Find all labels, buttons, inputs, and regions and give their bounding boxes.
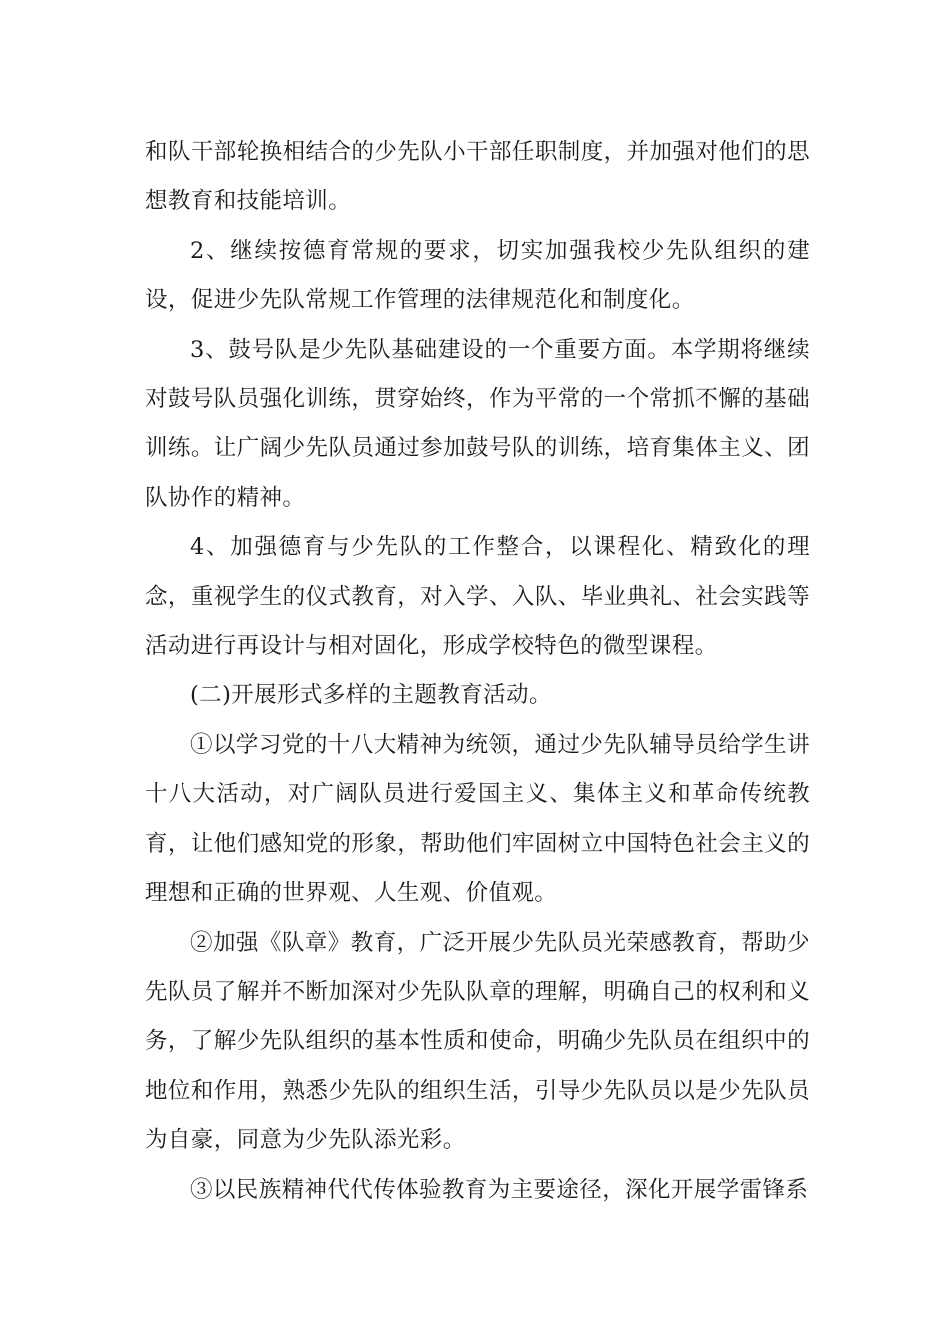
paragraph-circled-3: ③以民族精神代代传体验教育为主要途径，深化开展学雷锋系	[190, 1176, 809, 1203]
paragraph-item-4: 4、加强德育与少先队的工作整合，以课程化、精致化的理念，重视学生的仪式教育，对入学、入队、毕业典礼、社会实践等活动进行再设计与相对固化，形成学校特色的微型课程。	[145, 534, 810, 660]
paragraph-circled-2: ②加强《队章》教育，广泛开展少先队员光荣感教育，帮助少先队员了解并不断加深对少先队队章的理解，明确自己的权利和义务，了解少先队组织的基本性质和使命，明确少先队员在组织中的地位和作用，熟悉少先队的组织生活，引导少先队员以是少先队员为自豪，同意为少先队添光彩。	[145, 929, 810, 1154]
paragraph-item-3: 3、鼓号队是少先队基础建设的一个重要方面。本学期将继续对鼓号队员强化训练，贯穿始终，作为平常的一个常抓不懈的基础训练。让广阔少先队员通过参加鼓号队的训练，培育集体主义、团队协作的精神。	[145, 336, 810, 511]
document-body	[145, 128, 810, 1215]
paragraph-circled-1: ①以学习党的十八大精神为统领，通过少先队辅导员给学生讲十八大活动，对广阔队员进行爱国主义、集体主义和革命传统教育，让他们感知党的形象，帮助他们牢固树立中国特色社会主义的理想和正确的世界观、人生观、价值观。	[145, 731, 810, 907]
paragraph-continuation: 和队干部轮换相结合的少先队小干部任职制度，并加强对他们的思想教育和技能培训。	[145, 139, 810, 215]
section-heading: (二)开展形式多样的主题教育活动。	[190, 682, 552, 709]
paragraph-item-2: 2、继续按德育常规的要求，切实加强我校少先队组织的建设，促进少先队常规工作管理的法律规范化和制度化。	[145, 237, 810, 314]
